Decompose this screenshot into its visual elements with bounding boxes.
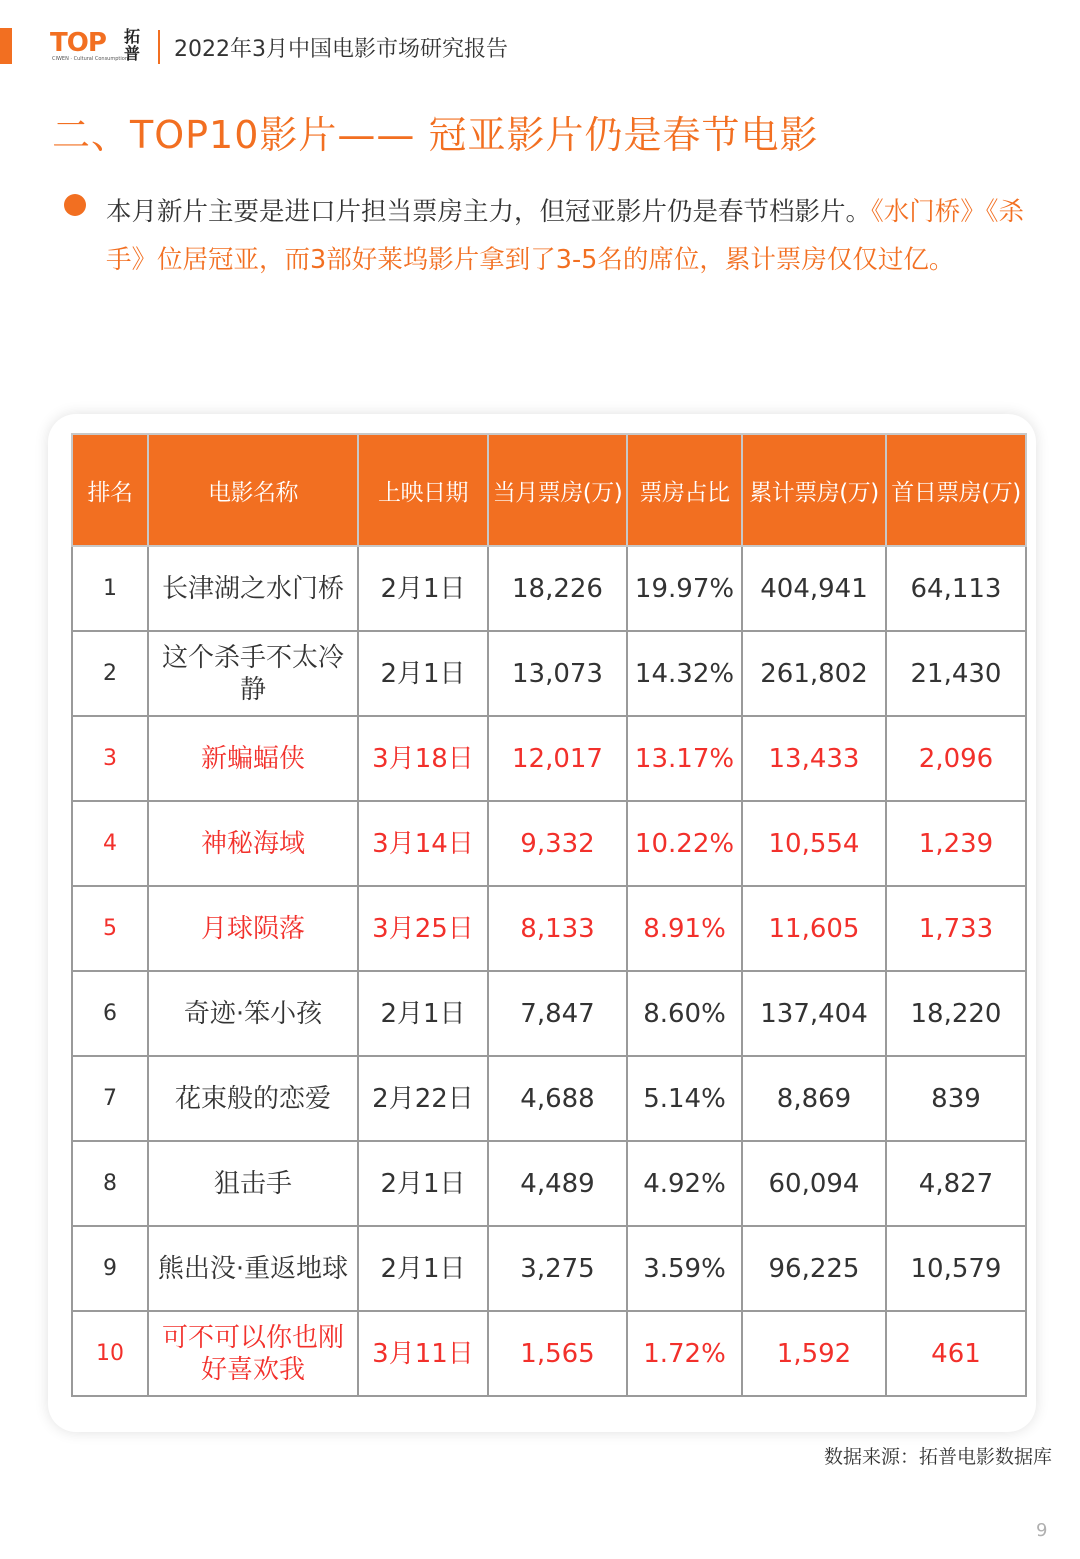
table-row bbox=[72, 971, 1026, 1056]
cell-total-bo: 60,094 bbox=[742, 1141, 886, 1226]
section-title: 二、TOP10影片—— 冠亚影片仍是春节电影 bbox=[52, 113, 819, 157]
cell-rank: 4 bbox=[72, 801, 148, 886]
cell-date: 2月1日 bbox=[358, 1226, 488, 1311]
header-first-day: 首日票房(万) bbox=[886, 434, 1026, 546]
cell-share: 4.92% bbox=[627, 1141, 742, 1226]
cell-share: 3.59% bbox=[627, 1226, 742, 1311]
header-date: 上映日期 bbox=[358, 434, 488, 546]
cell-name: 月球陨落 bbox=[148, 886, 358, 971]
cell-first-day: 1,733 bbox=[886, 886, 1026, 971]
cell-first-day: 461 bbox=[886, 1311, 1026, 1396]
cell-share: 10.22% bbox=[627, 801, 742, 886]
cell-date: 2月1日 bbox=[358, 631, 488, 716]
cell-total-bo: 8,869 bbox=[742, 1056, 886, 1141]
cell-share: 5.14% bbox=[627, 1056, 742, 1141]
header-month-bo: 当月票房(万) bbox=[488, 434, 627, 546]
cell-name: 可不可以你也刚好喜欢我 bbox=[148, 1311, 358, 1396]
cell-month-bo: 13,073 bbox=[488, 631, 627, 716]
header-rank: 排名 bbox=[72, 434, 148, 546]
cell-month-bo: 7,847 bbox=[488, 971, 627, 1056]
summary-text: 本月新片主要是进口片担当票房主力，但冠亚影片仍是春节档影片。 bbox=[106, 197, 872, 227]
cell-month-bo: 4,489 bbox=[488, 1141, 627, 1226]
cell-date: 2月1日 bbox=[358, 1141, 488, 1226]
cell-month-bo: 12,017 bbox=[488, 716, 627, 801]
cell-total-bo: 10,554 bbox=[742, 801, 886, 886]
cell-date: 3月11日 bbox=[358, 1311, 488, 1396]
report-title: 2022年3月中国电影市场研究报告 bbox=[174, 37, 508, 62]
cell-first-day: 64,113 bbox=[886, 546, 1026, 631]
cell-date: 2月22日 bbox=[358, 1056, 488, 1141]
table-row bbox=[72, 1311, 1026, 1396]
cell-first-day: 4,827 bbox=[886, 1141, 1026, 1226]
top10-table bbox=[71, 433, 1027, 1397]
cell-share: 13.17% bbox=[627, 716, 742, 801]
table-row bbox=[72, 716, 1026, 801]
cell-date: 2月1日 bbox=[358, 546, 488, 631]
cell-total-bo: 261,802 bbox=[742, 631, 886, 716]
cell-share: 8.60% bbox=[627, 971, 742, 1056]
cell-month-bo: 1,565 bbox=[488, 1311, 627, 1396]
logo-wordmark: TOP bbox=[50, 28, 106, 58]
brand-logo bbox=[50, 26, 150, 66]
logo-chinese: 拓普 bbox=[124, 27, 141, 63]
table-row bbox=[72, 886, 1026, 971]
header-name: 电影名称 bbox=[148, 434, 358, 546]
cell-month-bo: 18,226 bbox=[488, 546, 627, 631]
cell-total-bo: 96,225 bbox=[742, 1226, 886, 1311]
cell-name: 神秘海域 bbox=[148, 801, 358, 886]
cell-rank: 9 bbox=[72, 1226, 148, 1311]
cell-total-bo: 137,404 bbox=[742, 971, 886, 1056]
cell-rank: 5 bbox=[72, 886, 148, 971]
table-row bbox=[72, 801, 1026, 886]
cell-share: 14.32% bbox=[627, 631, 742, 716]
cell-total-bo: 404,941 bbox=[742, 546, 886, 631]
header-total-bo: 累计票房(万) bbox=[742, 434, 886, 546]
cell-total-bo: 1,592 bbox=[742, 1311, 886, 1396]
cell-rank: 10 bbox=[72, 1311, 148, 1396]
header-accent-bar bbox=[0, 28, 12, 64]
cell-rank: 7 bbox=[72, 1056, 148, 1141]
cell-name: 熊出没·重返地球 bbox=[148, 1226, 358, 1311]
cell-month-bo: 3,275 bbox=[488, 1226, 627, 1311]
summary-highlight: 《水门桥》《杀手》位居冠亚，而3部好莱坞影片拿到了3-5名的席位，累计票房仅仅过亿。 bbox=[106, 197, 1025, 275]
logo-subtext: CIWEN · Cultural Consumption bbox=[52, 56, 128, 62]
cell-total-bo: 11,605 bbox=[742, 886, 886, 971]
cell-name: 这个杀手不太冷静 bbox=[148, 631, 358, 716]
cell-share: 19.97% bbox=[627, 546, 742, 631]
cell-first-day: 18,220 bbox=[886, 971, 1026, 1056]
bullet-icon bbox=[64, 194, 86, 216]
cell-date: 3月18日 bbox=[358, 716, 488, 801]
table-row bbox=[72, 1226, 1026, 1311]
table-body bbox=[72, 546, 1026, 1396]
cell-date: 2月1日 bbox=[358, 971, 488, 1056]
cell-name: 长津湖之水门桥 bbox=[148, 546, 358, 631]
cell-name: 花束般的恋爱 bbox=[148, 1056, 358, 1141]
cell-month-bo: 8,133 bbox=[488, 886, 627, 971]
cell-first-day: 21,430 bbox=[886, 631, 1026, 716]
cell-name: 奇迹·笨小孩 bbox=[148, 971, 358, 1056]
cell-date: 3月14日 bbox=[358, 801, 488, 886]
cell-rank: 3 bbox=[72, 716, 148, 801]
cell-rank: 1 bbox=[72, 546, 148, 631]
cell-share: 1.72% bbox=[627, 1311, 742, 1396]
data-source: 数据来源：拓普电影数据库 bbox=[823, 1446, 1052, 1468]
cell-first-day: 839 bbox=[886, 1056, 1026, 1141]
cell-date: 3月25日 bbox=[358, 886, 488, 971]
cell-rank: 8 bbox=[72, 1141, 148, 1226]
cell-month-bo: 9,332 bbox=[488, 801, 627, 886]
cell-name: 新蝙蝠侠 bbox=[148, 716, 358, 801]
table-row bbox=[72, 631, 1026, 716]
cell-name: 狙击手 bbox=[148, 1141, 358, 1226]
summary-paragraph bbox=[106, 188, 1026, 284]
table-row bbox=[72, 1141, 1026, 1226]
cell-month-bo: 4,688 bbox=[488, 1056, 627, 1141]
table-row bbox=[72, 1056, 1026, 1141]
cell-total-bo: 13,433 bbox=[742, 716, 886, 801]
header-divider bbox=[158, 30, 160, 64]
cell-rank: 2 bbox=[72, 631, 148, 716]
cell-first-day: 1,239 bbox=[886, 801, 1026, 886]
table-header-row bbox=[72, 434, 1026, 546]
header-share: 票房占比 bbox=[627, 434, 742, 546]
cell-share: 8.91% bbox=[627, 886, 742, 971]
table-row bbox=[72, 546, 1026, 631]
cell-first-day: 10,579 bbox=[886, 1226, 1026, 1311]
cell-rank: 6 bbox=[72, 971, 148, 1056]
page-number: 9 bbox=[1036, 1520, 1048, 1541]
cell-first-day: 2,096 bbox=[886, 716, 1026, 801]
